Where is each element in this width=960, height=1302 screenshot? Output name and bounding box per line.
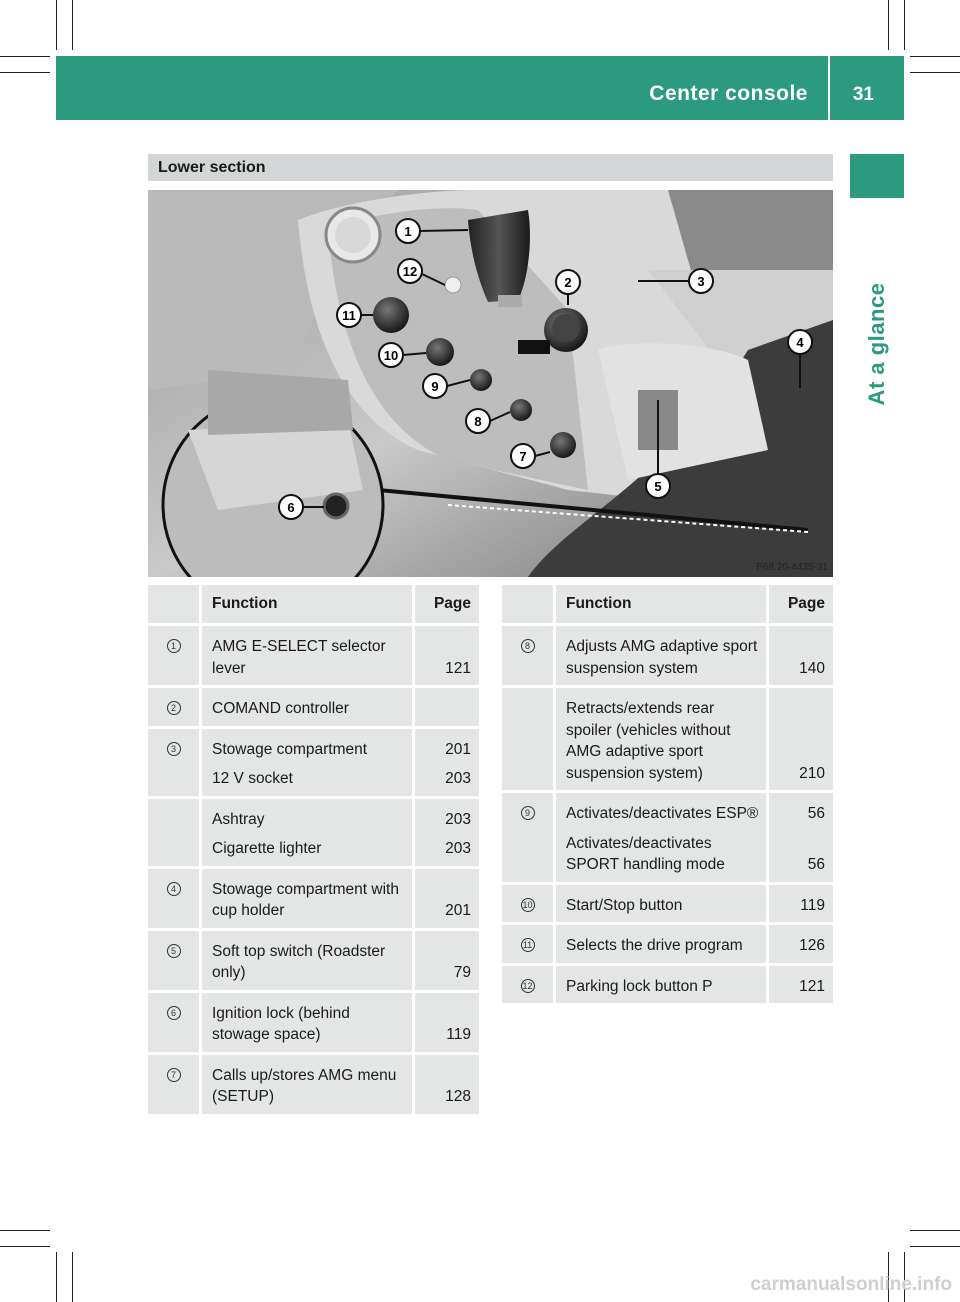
item-number <box>148 869 199 928</box>
callout-label: 4 <box>796 335 804 350</box>
function-text: Ignition lock (behind stowage space) <box>202 993 412 1052</box>
page-reference: 203 <box>415 799 479 837</box>
item-number <box>148 688 199 726</box>
function-text: Ashtray <box>202 799 412 837</box>
item-number <box>148 993 199 1052</box>
page-reference: 121 <box>769 966 833 1004</box>
function-text: Activates/deactivates SPORT handling mode <box>556 831 766 882</box>
table-row <box>502 626 833 685</box>
item-number <box>148 1055 199 1114</box>
item-number <box>502 831 553 882</box>
table-row <box>148 688 479 726</box>
table-row <box>148 1055 479 1114</box>
callout-label: 6 <box>287 500 295 515</box>
table-row <box>148 729 479 767</box>
table-row <box>148 993 479 1052</box>
watermark: carmanualsonline.info <box>750 1274 952 1295</box>
crop-mark <box>0 1246 50 1247</box>
table-row <box>502 793 833 831</box>
function-table-right <box>502 585 833 1003</box>
header-number <box>148 585 199 623</box>
page-reference: 79 <box>415 931 479 990</box>
item-number-badge: 1 <box>167 639 181 653</box>
item-number <box>148 931 199 990</box>
crop-mark <box>910 56 960 57</box>
crop-mark <box>910 1246 960 1247</box>
function-text: Adjusts AMG adaptive sport suspension system <box>556 626 766 685</box>
page-reference: 121 <box>415 626 479 685</box>
item-number <box>502 688 553 790</box>
header-page: Page <box>415 585 479 623</box>
function-text: Calls up/stores AMG menu (SETUP) <box>202 1055 412 1114</box>
page-header <box>56 56 904 120</box>
page-reference: 119 <box>415 993 479 1052</box>
function-text: Soft top switch (Roadster only) <box>202 931 412 990</box>
callout-label: 1 <box>404 224 412 239</box>
callout-label: 2 <box>564 275 572 290</box>
page-reference: 56 <box>769 831 833 882</box>
page-reference: 203 <box>415 766 479 796</box>
table-row <box>148 766 479 796</box>
header-page: Page <box>769 585 833 623</box>
table-row <box>502 831 833 882</box>
function-text: Stowage compartment <box>202 729 412 767</box>
crop-mark <box>56 1252 57 1302</box>
item-number <box>502 925 553 963</box>
crop-mark <box>904 0 905 50</box>
crop-mark <box>0 1230 50 1231</box>
photo-code: P68.20-4435-31 <box>756 562 828 573</box>
item-number-badge: 2 <box>167 701 181 715</box>
item-number <box>148 626 199 685</box>
item-number <box>148 766 199 796</box>
page-reference <box>415 688 479 726</box>
crop-mark <box>56 0 57 50</box>
item-number-badge: 5 <box>167 944 181 958</box>
page-reference: 126 <box>769 925 833 963</box>
header-divider <box>828 56 830 120</box>
callout-label: 3 <box>697 274 705 289</box>
page-reference: 56 <box>769 793 833 831</box>
function-text: AMG E-SELECT selector lever <box>202 626 412 685</box>
item-number <box>148 729 199 767</box>
table-row <box>502 925 833 963</box>
page-reference: 210 <box>769 688 833 790</box>
crop-mark <box>910 72 960 73</box>
function-text: 12 V socket <box>202 766 412 796</box>
function-text: COMAND controller <box>202 688 412 726</box>
crop-mark <box>888 0 889 50</box>
function-text: Start/Stop button <box>556 885 766 923</box>
table-row <box>502 688 833 790</box>
crop-mark <box>72 0 73 50</box>
table-row <box>148 931 479 990</box>
callout-label: 12 <box>402 264 418 279</box>
page-reference: 128 <box>415 1055 479 1114</box>
callout-label: 10 <box>383 348 399 363</box>
item-number-badge: 10 <box>522 899 533 910</box>
item-number-badge: 12 <box>522 980 533 991</box>
item-number <box>148 836 199 866</box>
item-number-badge: 6 <box>167 1006 181 1020</box>
header-function: Function <box>202 585 412 623</box>
header-number <box>502 585 553 623</box>
table-row <box>502 966 833 1004</box>
callout-label: 11 <box>342 308 356 323</box>
page-number: 31 <box>852 84 874 105</box>
page-reference: 201 <box>415 869 479 928</box>
table-row <box>148 626 479 685</box>
function-text: Stowage compartment with cup holder <box>202 869 412 928</box>
header-function: Function <box>556 585 766 623</box>
table-row <box>148 869 479 928</box>
item-number <box>502 885 553 923</box>
header-title: Center console <box>649 82 808 105</box>
item-number-badge: 11 <box>521 938 535 952</box>
page-reference: 203 <box>415 836 479 866</box>
function-text: Parking lock button P <box>556 966 766 1004</box>
table-row <box>502 885 833 923</box>
callout-label: 8 <box>474 414 482 429</box>
table-row <box>148 836 479 866</box>
side-tab-marker <box>850 154 904 198</box>
function-text: Retracts/extends rear spoiler (vehicles without AMG adaptive sport suspension system) <box>556 688 766 790</box>
crop-mark <box>0 56 50 57</box>
crop-mark <box>72 1252 73 1302</box>
side-tab-label: At a glance <box>864 282 889 406</box>
function-text: Activates/deactivates ESP® <box>556 793 766 831</box>
callout-label: 7 <box>519 449 527 464</box>
item-number-badge: 4 <box>167 882 181 896</box>
crop-mark <box>0 72 50 73</box>
item-number-badge: 3 <box>167 742 181 756</box>
page-reference: 140 <box>769 626 833 685</box>
section-heading <box>148 154 833 181</box>
section-title: Lower section <box>158 159 266 176</box>
crop-mark <box>910 1230 960 1231</box>
function-table-left <box>148 585 479 1114</box>
item-number <box>148 799 199 837</box>
item-number-badge: 9 <box>521 806 535 820</box>
table-row <box>148 799 479 837</box>
function-text: Cigarette lighter <box>202 836 412 866</box>
item-number-badge: 7 <box>167 1068 181 1082</box>
item-number-badge: 8 <box>521 639 535 653</box>
item-number <box>502 966 553 1004</box>
center-console-photo <box>148 190 833 577</box>
callout-label: 5 <box>654 479 662 494</box>
console-illustration <box>148 190 833 577</box>
item-number <box>502 626 553 685</box>
page-reference: 201 <box>415 729 479 767</box>
callout-label: 9 <box>431 379 439 394</box>
item-number <box>502 793 553 831</box>
function-text: Selects the drive program <box>556 925 766 963</box>
page-reference: 119 <box>769 885 833 923</box>
